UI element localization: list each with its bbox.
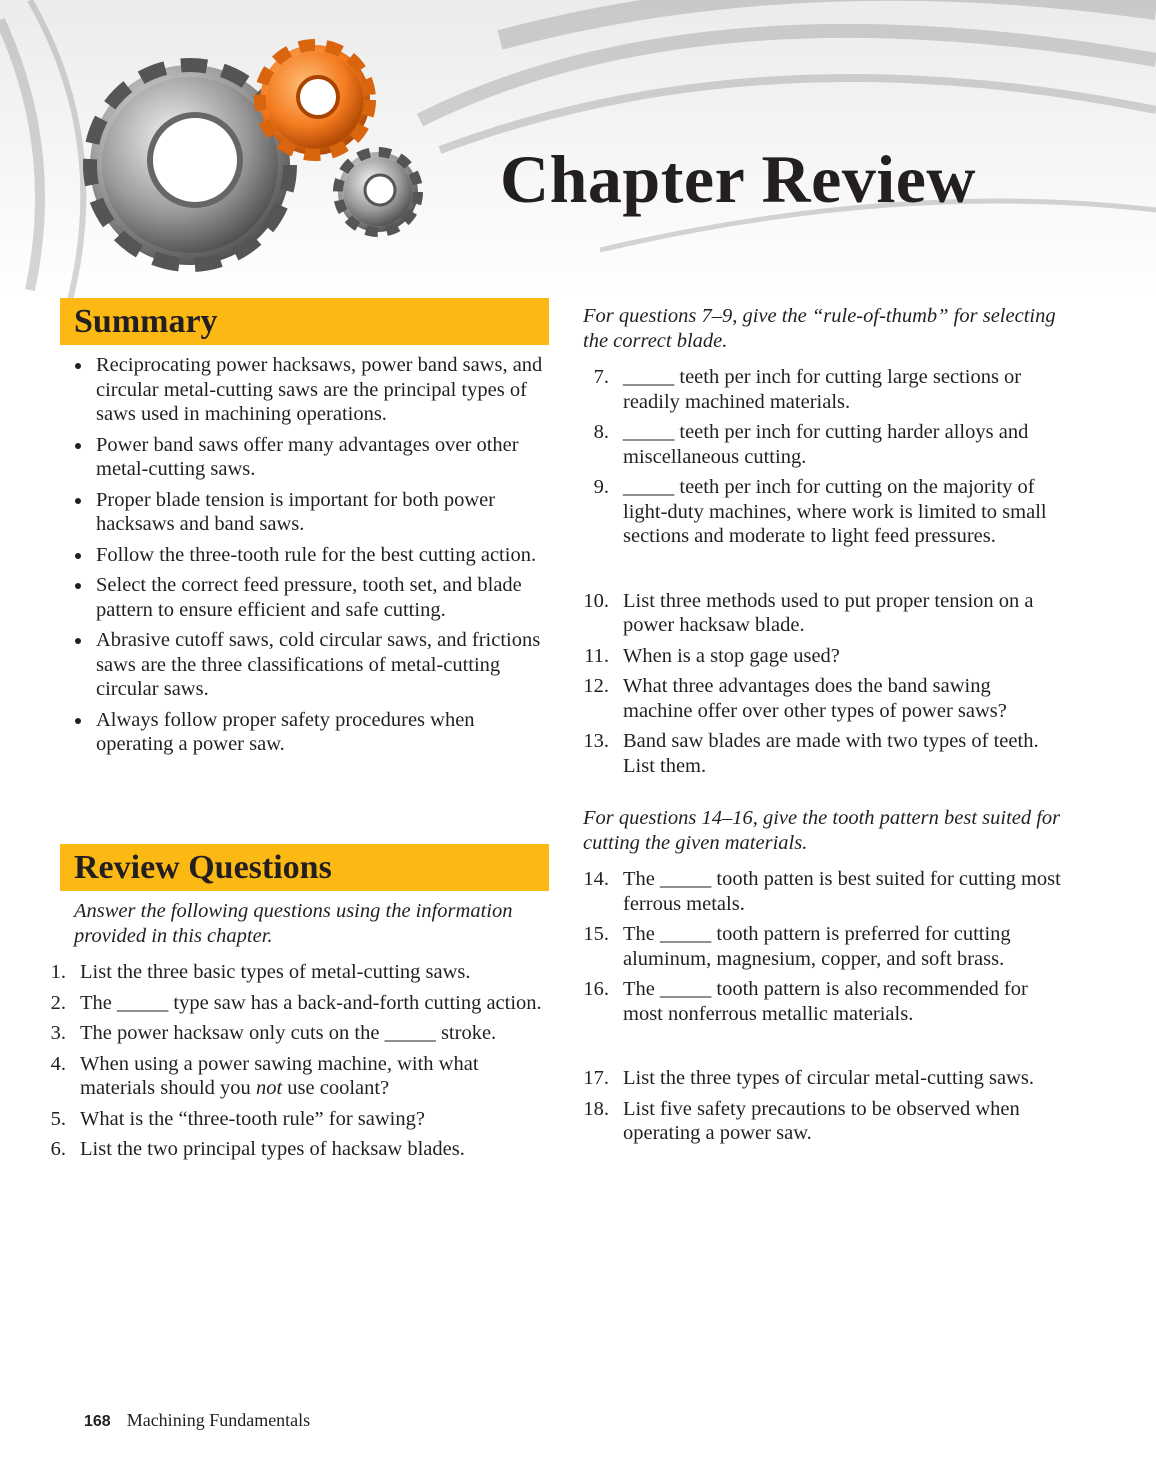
question-13: 13. Band saw blades are made with two types of teeth. List them. [583,730,1039,777]
question-2: 2. The _____ type saw has a back-and-forth cutting action. [50,991,542,1014]
gear-small-icon [338,152,418,232]
questions-14-16-intro: For questions 14–16, give the tooth pattern best suited for cutting the given materials. [583,807,1061,854]
question-10: 10. List three methods used to put proper tension on a power hacksaw blade. [583,589,1034,636]
question-11: 11. When is a stop gage used? [584,644,840,667]
book-title: Machining Fundamentals [126,1410,311,1430]
review-questions-right [583,304,1063,1152]
question-1: 1. List the three basic types of metal-cutting saws. [50,961,471,983]
question-14: 14. The _____ tooth patten is best suited for cutting most ferrous metals. [583,868,1061,915]
summary-list [60,353,552,763]
summary-bullet: Reciprocating power hacksaws, power band saws, and circular metal-cutting saws are the principal types of saws used in machining operations. [60,353,552,427]
summary-bullet: Abrasive cutoff saws, cold circular saws, and frictions saws are the three classifications of metal-cutting circular saws. [60,628,552,702]
question-6: 6. List the two principal types of hacksaw blades. [50,1138,465,1160]
review-questions-left [50,899,554,1168]
question-18: 18. List five safety precautions to be observed when operating a power saw. [583,1097,1020,1144]
question-3: 3. The power hacksaw only cuts on the _____ stroke. [50,1022,497,1044]
summary-bullet: Always follow proper safety procedures when operating a power saw. [60,708,552,757]
page-title: Chapter Review [500,141,976,217]
summary-bullet: Proper blade tension is important for both power hacksaws and band saws. [60,488,552,537]
question-15: 15. The _____ tooth pattern is preferred for cutting aluminum, magnesium, copper, and soft brass. [583,923,1011,970]
page-number: 168 [84,1413,111,1430]
gear-orange-icon [260,45,370,155]
question-7: 7. _____ teeth per inch for cutting large sections or readily machined materials. [593,366,1022,413]
summary-bullet: Power band saws offer many advantages over other metal-cutting saws. [60,433,552,482]
summary-bullet: Follow the three-tooth rule for the best cutting action. [60,543,552,568]
review-questions-header [60,844,549,891]
question-12: 12. What three advantages does the band sawing machine offer over other types of power saws? [583,675,1007,722]
questions-7-9-intro: For questions 7–9, give the “rule-of-thumb” for selecting the correct blade. [583,305,1056,352]
question-17: 17. List the three types of circular metal-cutting saws. [583,1067,1035,1089]
question-8: 8. _____ teeth per inch for cutting harder alloys and miscellaneous cutting. [593,421,1029,468]
chapter-banner [0,0,1156,300]
question-16: 16. The _____ tooth pattern is also recommended for most nonferrous metallic materials. [583,978,1028,1025]
summary-header [60,298,549,345]
review-questions-heading: Review Questions [74,849,332,886]
summary-heading: Summary [74,303,218,340]
review-intro: Answer the following questions using the information provided in this chapter. [74,900,513,947]
question-5: 5. What is the “three-tooth rule” for sawing? [50,1107,425,1130]
page-footer [84,1410,310,1431]
question-9: 9. _____ teeth per inch for cutting on the majority of light-duty machines, where work is limited to small sections and moderate to light feed pressures. [593,476,1047,547]
question-4: 4. When using a power sawing machine, with what materials should you not use coolant? [50,1052,479,1099]
summary-bullet: Select the correct feed pressure, tooth set, and blade pattern to ensure efficient and safe cutting. [60,573,552,622]
